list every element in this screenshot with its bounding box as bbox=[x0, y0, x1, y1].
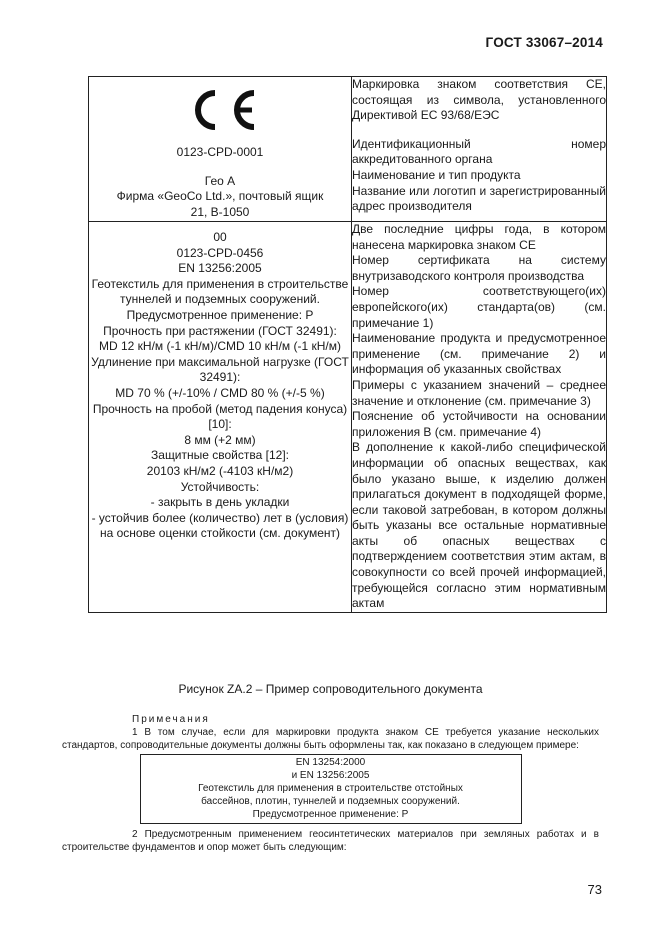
example-line: бассейнов, плотин, туннелей и подземных сооружений. bbox=[201, 796, 460, 807]
product-description-cell bbox=[352, 222, 607, 613]
example-box bbox=[140, 754, 522, 824]
product-info-line: Защитные свойства [12]: bbox=[151, 448, 289, 463]
table-row bbox=[89, 222, 607, 613]
product-info-line: Геотекстиль для применения в строительстве туннелей и подземных сооружений. bbox=[91, 276, 349, 307]
marking-table bbox=[88, 76, 607, 613]
product-info-line: EN 13256:2005 bbox=[178, 261, 262, 276]
description-paragraph: Пояснение об устойчивости на основании приложения В (см. примечание 4) bbox=[352, 409, 606, 439]
product-info-line: Прочность при растяжении (ГОСТ 32491): bbox=[103, 323, 337, 338]
product-info-line: MD 70 % (+/-10% / CMD 80 % (+/-5 %) bbox=[115, 385, 325, 400]
document-header: ГОСТ 33067–2014 bbox=[485, 35, 603, 50]
description-paragraph: Маркировка знаком соответствия CE, состоящая из символа, установленного Директивой ЕС 93/68/ЕЭС bbox=[352, 77, 606, 123]
notified-body-code: 0123-CPD-0001 bbox=[176, 145, 264, 159]
product-info-line: 0123-CPD-0456 bbox=[176, 245, 264, 260]
example-line: и EN 13256:2005 bbox=[291, 770, 370, 781]
page-number: 73 bbox=[587, 882, 602, 897]
product-info-cell bbox=[89, 222, 352, 613]
manufacturer-address-line: 21, B-1050 bbox=[190, 204, 250, 219]
product-info-line: - закрыть в день укладки bbox=[150, 495, 290, 510]
description-paragraph: Номер сертификата на систему внутризаводского контроля производства bbox=[352, 253, 606, 283]
description-paragraph: Название или логотип и зарегистрированный адрес производителя bbox=[352, 183, 606, 214]
description-paragraph: Идентификационный номер аккредитованного органа bbox=[352, 136, 606, 167]
example-line: Предусмотренное применение: P bbox=[252, 809, 409, 820]
product-info-line: Прочность на пробой (метод падения конуса) [10]: bbox=[92, 401, 348, 432]
product-info-line: - устойчив более (количество) лет в (условия) на основе оценки стойкости (см. документ) bbox=[91, 510, 349, 541]
product-info-line: Удлинение при максимальной нагрузке (ГОСТ 32491): bbox=[91, 354, 349, 385]
product-info-line: Предусмотренное применение: P bbox=[126, 307, 314, 322]
ce-mark-icon bbox=[182, 89, 258, 131]
description-paragraph: Наименование и тип продукта bbox=[352, 167, 521, 182]
description-paragraph: В дополнение к какой-либо специфической информации об опасных веществах, как было указано выше, к изделию должен прилагаться документ в подходящей форме, если таковой затребован, в котором должны быть указаны все остальные нормативные акты об опасных веществах с подтверждением соответствия этим актам, в совокупности со всей прочей информацией, требующейся согласно этим нормативным актам bbox=[352, 440, 606, 611]
example-line: EN 13254:2000 bbox=[295, 757, 366, 768]
description-paragraph: Две последние цифры года, в котором нанесена маркировка знаком CE bbox=[352, 222, 606, 252]
product-info-line: 00 bbox=[213, 230, 227, 244]
marking-description-cell bbox=[352, 77, 607, 222]
product-info-line: Устойчивость: bbox=[180, 479, 260, 494]
figure-caption: Рисунок ZA.2 – Пример сопроводительного документа bbox=[178, 682, 483, 696]
table-row bbox=[89, 77, 607, 222]
notes-section bbox=[62, 713, 599, 854]
example-line: Геотекстиль для применения в строительстве отстойных bbox=[198, 783, 463, 794]
product-info-line: 8 мм (+2 мм) bbox=[184, 432, 256, 447]
product-info-line: MD 12 кН/м (-1 кН/м)/CMD 10 кН/м (-1 кН/м) bbox=[98, 339, 341, 354]
manufacturer-address-line: Фирма «GeoCo Ltd.», почтовый ящик bbox=[116, 189, 324, 204]
ce-mark bbox=[89, 89, 351, 131]
product-name: Гео А bbox=[204, 173, 236, 188]
product-info-line: 20103 кН/м2 (-4103 кН/м2) bbox=[146, 463, 294, 478]
marking-example-cell bbox=[89, 77, 352, 222]
note-paragraph: 1 В том случае, если для маркировки продукта знаком CE требуется указание нескольких стандартов, сопроводительные документы должны быть оформлены так, как показано в следующем примере: bbox=[62, 727, 599, 751]
notes-title: Примечания bbox=[132, 714, 210, 725]
description-paragraph: Номер соответствующего(их) европейского(их) стандарта(ов) (см. примечание 1) bbox=[352, 284, 606, 330]
description-paragraph: Примеры с указанием значений – среднее значение и отклонение (см. примечание 3) bbox=[352, 377, 606, 408]
description-paragraph: Наименование продукта и предусмотренное применение (см. примечание 2) и информация об указанных свойствах bbox=[352, 331, 606, 377]
note-paragraph: 2 Предусмотренным применением геосинтетических материалов при земляных работах и в строительстве фундаментов и опор может быть следующим: bbox=[62, 829, 599, 853]
